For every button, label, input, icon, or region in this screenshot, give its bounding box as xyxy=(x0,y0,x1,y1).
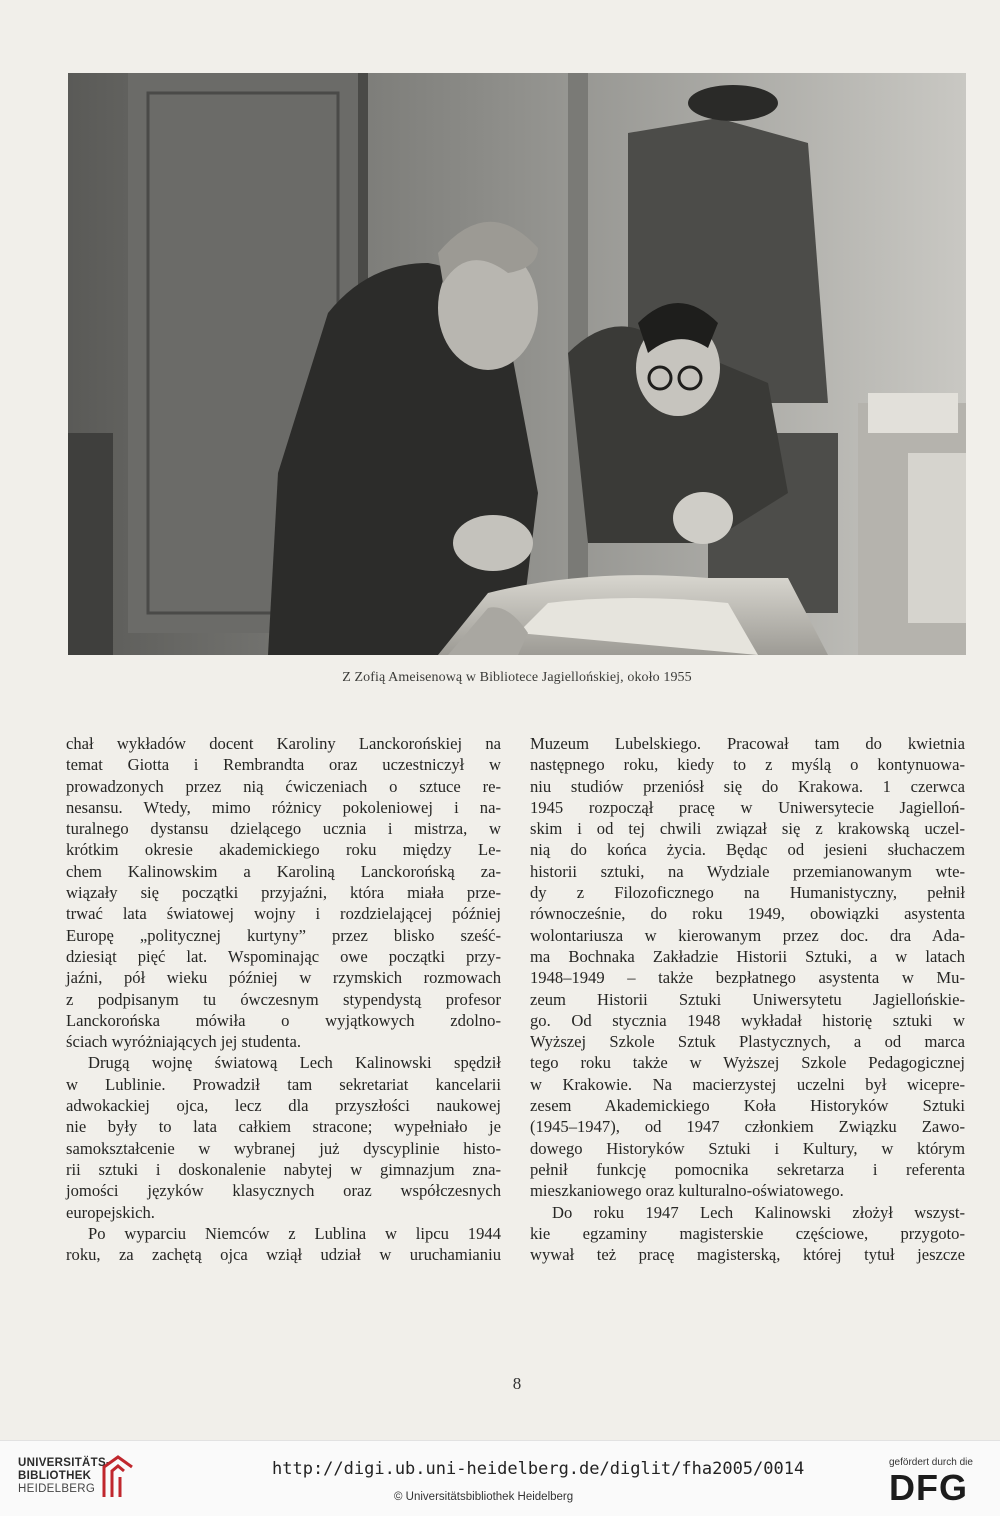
text-line: rii sztuki i doskonalenie nabytej w gimnazjum zna- xyxy=(66,1159,501,1179)
text-line: Drugą wojnę światową Lech Kalinowski spędził xyxy=(88,1053,501,1073)
text-column-right xyxy=(530,733,965,1265)
library-name-line3: HEIDELBERG xyxy=(18,1483,96,1495)
text-line: temat Giotta i Rembrandta oraz uczestniczył w xyxy=(66,755,501,775)
text-line: tego roku także w Wyższej Szkole Pedagogicznej xyxy=(530,1053,965,1073)
text-line: zeum Historii Sztuki Uniwersytetu Jagiellońskie- xyxy=(530,989,965,1009)
text-line: pełnił funkcję pomocnika sekretarza i referenta xyxy=(530,1159,965,1179)
text-line: jaźni, pół wieku później w rzymskich rozmowach xyxy=(66,968,501,988)
text-line: w Krakowie. Na macierzystej uczelni był wicepre- xyxy=(530,1074,965,1094)
text-line: ściach wyróżniających jej studenta. xyxy=(66,1032,301,1052)
text-line: 1948–1949 – także bezpłatnego asystenta w Mu- xyxy=(530,968,965,988)
text-line: Europę „politycznej kurtyny” przez blisko sześć- xyxy=(66,925,501,945)
text-line: Muzeum Lubelskiego. Pracował tam do kwietnia xyxy=(530,734,965,753)
text-line: adwokackiej ojca, lecz dla przyszłości naukowej xyxy=(66,1096,501,1116)
funding-note: gefördert durch die xyxy=(889,1457,973,1468)
text-line: prowadzonych przez nią ćwiczeniach o sztuce re- xyxy=(66,776,501,796)
text-line: krótkim okresie akademickiego roku między Le- xyxy=(66,840,501,860)
text-line: dziesiąt pięć lat. Wspominając owe początki przy- xyxy=(66,946,501,966)
text-line: chał wykładów docent Karoliny Lanckorońskiej na xyxy=(66,734,501,753)
text-line: turalnego dystansu dzielącego ucznia i mistrza, w xyxy=(66,819,501,839)
text-line: niu studiów przeniósł się do Krakowa. 1 czerwca xyxy=(530,776,965,796)
text-line: skim i od tej chwili związał się z krakowską uczel- xyxy=(530,819,965,839)
text-line: 1945 rozpoczął pracę w Uniwersytecie Jagielloń- xyxy=(530,797,965,817)
digitization-footer xyxy=(0,1440,1000,1516)
text-line: zesem Akademickiego Koła Historyków Sztuki xyxy=(530,1096,965,1116)
text-line: chem Kalinowskim a Karoliną Lanckorońską za- xyxy=(66,861,501,881)
text-line: ma Bochnaka Zakładzie Historii Sztuki, a w latach xyxy=(530,946,965,966)
text-line: Lanckorońska mówiła o wyjątkowych zdolno- xyxy=(66,1010,501,1030)
text-line: z podpisanym tu ówczesnym stypendystą profesor xyxy=(66,989,501,1009)
text-line: nie były to lata całkiem stracone; wypełniało je xyxy=(66,1117,501,1137)
text-line: Do roku 1947 Lech Kalinowski złożył wszyst- xyxy=(552,1202,965,1222)
text-line: wywał też pracę magisterską, której tytuł jeszcze xyxy=(530,1245,965,1265)
library-mark-icon xyxy=(98,1453,138,1499)
text-line: go. Od stycznia 1948 wykładał historię sztuki w xyxy=(530,1010,965,1030)
text-line: samokształcenie w wybranej już dyscyplinie histo- xyxy=(66,1138,501,1158)
library-logo xyxy=(18,1457,110,1496)
text-line: równocześnie, do roku 1949, obowiązki asystenta xyxy=(530,904,965,924)
text-line: dowego Historyków Sztuki i Kultury, w którym xyxy=(530,1138,965,1158)
text-line: (1945–1947), od 1947 członkiem Związku Zawo- xyxy=(530,1117,965,1137)
text-line: roku, za zachętą ojca wziął udział w uruchamianiu xyxy=(66,1245,501,1265)
text-line: następnego roku, kiedy to z myślą o kontynuowa- xyxy=(530,755,965,775)
text-line: historii sztuki, na Wydziale przemianowanym wte- xyxy=(530,861,965,881)
photo-caption: Z Zofią Ameisenową w Bibliotece Jagiellońskiej, około 1955 xyxy=(342,670,692,685)
text-line: wiązały się początki przyjaźni, która miała prze- xyxy=(66,883,501,903)
text-line: dy z Filozoficznego na Humanistyczny, pełnił xyxy=(530,883,965,903)
page-number: 8 xyxy=(512,1374,522,1393)
dfg-logo: DFG xyxy=(889,1467,968,1508)
text-line: w Lublinie. Prowadził tam sekretariat kancelarii xyxy=(66,1074,501,1094)
text-line: trwać lata światowej wojny i rozdzielającej później xyxy=(66,904,501,924)
photo-illustration xyxy=(68,73,966,655)
text-line: europejskich. xyxy=(66,1202,155,1222)
text-line: mieszkaniowego oraz kulturalno-oświatowego. xyxy=(530,1181,844,1201)
text-line: Po wyparciu Niemców z Lublina w lipcu 1944 xyxy=(88,1223,501,1243)
library-name-line1: UNIVERSITÄTS- xyxy=(18,1457,111,1469)
photograph xyxy=(68,73,966,655)
text-line: wolontariusza w kierowanym przez doc. dra Ada- xyxy=(530,925,965,945)
permalink-url[interactable]: http://digi.ub.uni-heidelberg.de/diglit/fha2005/0014 xyxy=(272,1459,805,1479)
text-line: kie egzaminy magisterskie częściowe, przygoto- xyxy=(530,1223,965,1243)
text-column-left xyxy=(66,733,501,1265)
library-name-line2: BIBLIOTHEK xyxy=(18,1470,92,1482)
copyright-notice: © Universitätsbibliothek Heidelberg xyxy=(394,1491,574,1503)
text-line: Wyższej Szkole Sztuk Plastycznych, a od marca xyxy=(530,1032,965,1052)
text-line: jomości języków klasycznych oraz współczesnych xyxy=(66,1181,501,1201)
text-line: nią do końca życia. Będąc od jesieni słuchaczem xyxy=(530,840,965,860)
text-line: nesansu. Wtedy, mimo różnicy pokoleniowej i na- xyxy=(66,797,501,817)
